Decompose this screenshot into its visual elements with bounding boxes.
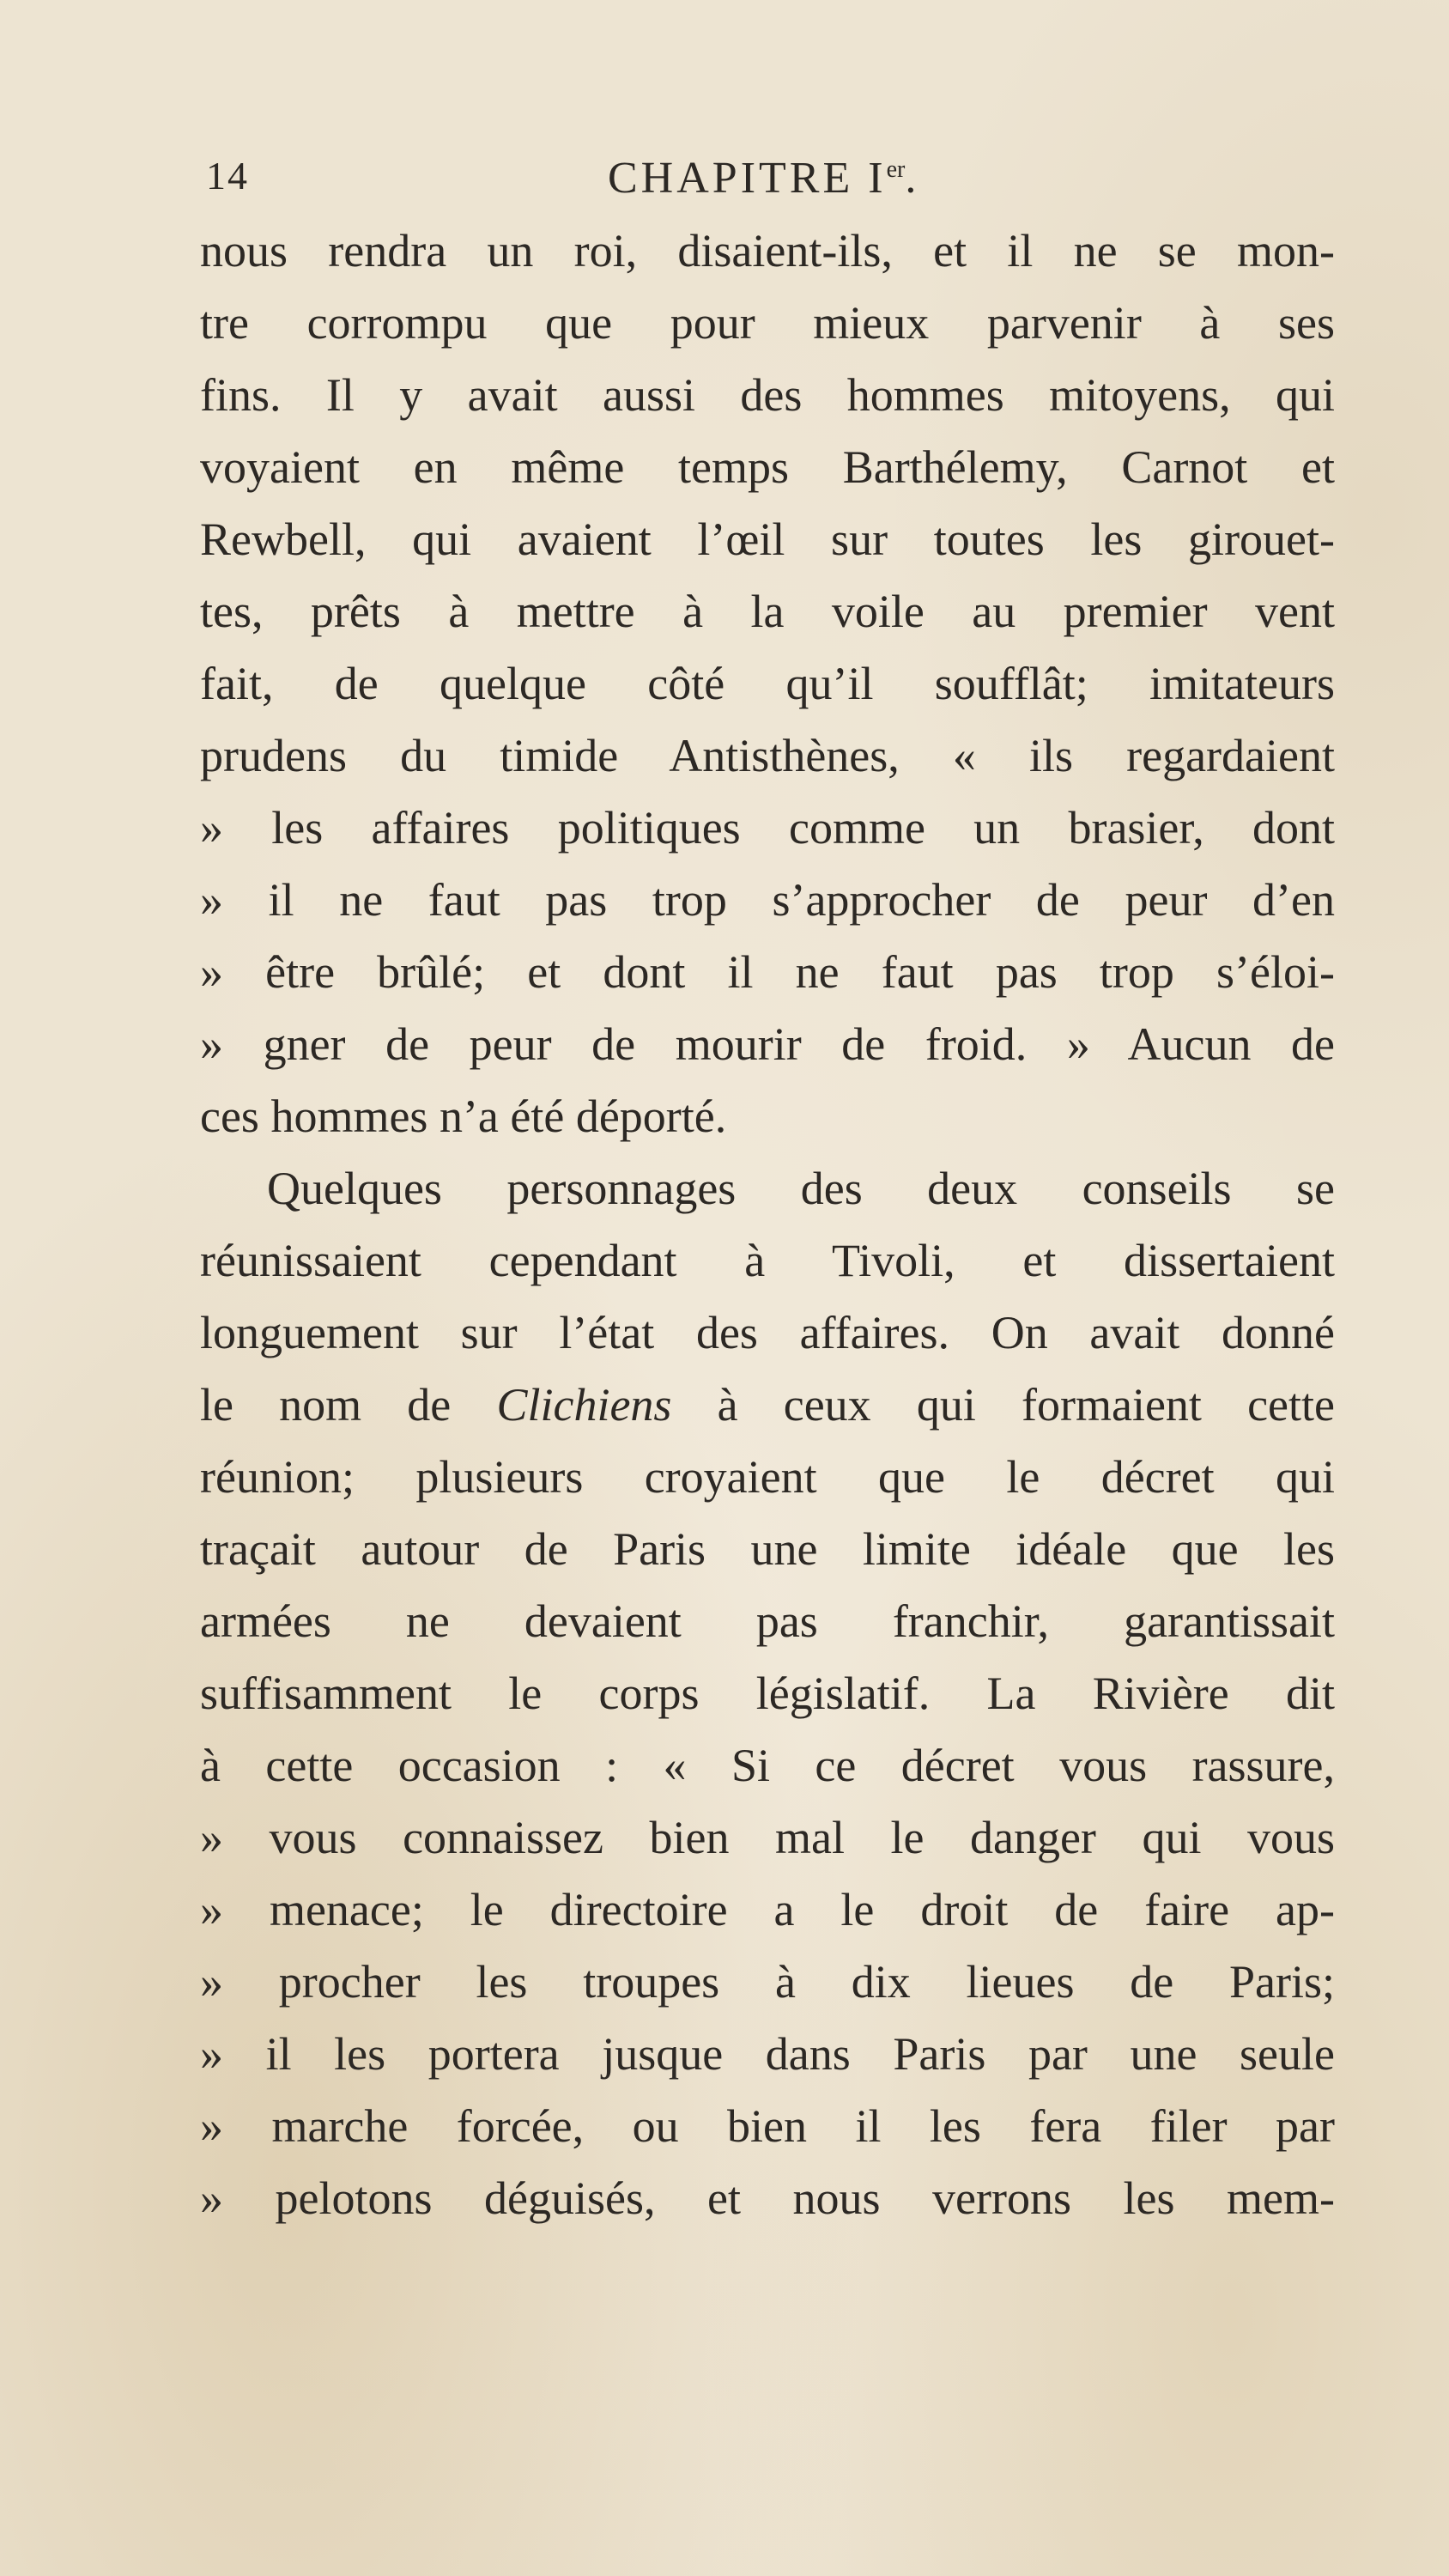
text-line: réunion; plusieurs croyaient que le décret qui xyxy=(200,1451,1335,1503)
text-line: » procher les troupes à dix lieues de Paris; xyxy=(200,1956,1335,2008)
text-line: traçait autour de Paris une limite idéale que les xyxy=(200,1523,1335,1575)
text-line: à cette occasion : « Si ce décret vous rassure, xyxy=(200,1740,1335,1791)
text-line: nous rendra un roi, disaient-ils, et il ne se mon- xyxy=(200,225,1335,276)
text-line: prudens du timide Antisthènes, « ils regardaient xyxy=(200,730,1335,781)
running-head-text: CHAPITRE I xyxy=(608,154,887,203)
running-head xyxy=(608,153,919,204)
text-line: tre corrompu que pour mieux parvenir à ses xyxy=(200,297,1335,349)
body-text xyxy=(200,215,1335,2234)
text-line: » marche forcée, ou bien il les fera filer par xyxy=(200,2100,1335,2152)
text-line: » pelotons déguisés, et nous verrons les mem- xyxy=(200,2172,1335,2224)
page-number: 14 xyxy=(206,154,249,197)
text-line: » les affaires politiques comme un brasier, dont xyxy=(200,802,1335,854)
text-line: tes, prêts à mettre à la voile au premier vent xyxy=(200,586,1335,637)
text-line: ces hommes n’a été déporté. xyxy=(200,1091,727,1142)
text-line: » menace; le directoire a le droit de faire ap- xyxy=(200,1884,1335,1935)
text-line: réunissaient cependant à Tivoli, et dissertaient xyxy=(200,1235,1335,1286)
running-head-superscript: er xyxy=(886,156,906,183)
running-head-suffix: . xyxy=(905,154,920,203)
text-line: voyaient en même temps Barthélemy, Carnot et xyxy=(200,441,1335,493)
page-header xyxy=(206,153,1288,213)
text-line-with-italic xyxy=(200,1369,1335,1441)
text-line: fins. Il y avait aussi des hommes mitoyens, qui xyxy=(200,369,1335,421)
text-line: suffisamment le corps législatif. La Rivière dit xyxy=(200,1668,1335,1719)
text-line: » être brûlé; et dont il ne faut pas trop s’éloi- xyxy=(200,946,1335,998)
paragraph-first-line: Quelques personnages des deux conseils se xyxy=(267,1163,1335,1214)
text-line: armées ne devaient pas franchir, garantissait xyxy=(200,1595,1335,1647)
text-segment: à ceux qui formaient cette xyxy=(717,1379,1335,1431)
italic-term: Clichiens xyxy=(496,1379,672,1431)
text-segment: le nom de xyxy=(200,1379,452,1431)
text-line: » il ne faut pas trop s’approcher de peur d’en xyxy=(200,874,1335,926)
text-line: » gner de peur de mourir de froid. » Aucun de xyxy=(200,1018,1335,1070)
text-line: » vous connaissez bien mal le danger qui vous xyxy=(200,1812,1335,1863)
text-line: longuement sur l’état des affaires. On avait donné xyxy=(200,1307,1335,1358)
text-line: fait, de quelque côté qu’il soufflât; imitateurs xyxy=(200,658,1335,709)
text-line: Rewbell, qui avaient l’œil sur toutes les girouet- xyxy=(200,513,1335,565)
text-line: » il les portera jusque dans Paris par une seule xyxy=(200,2028,1335,2080)
